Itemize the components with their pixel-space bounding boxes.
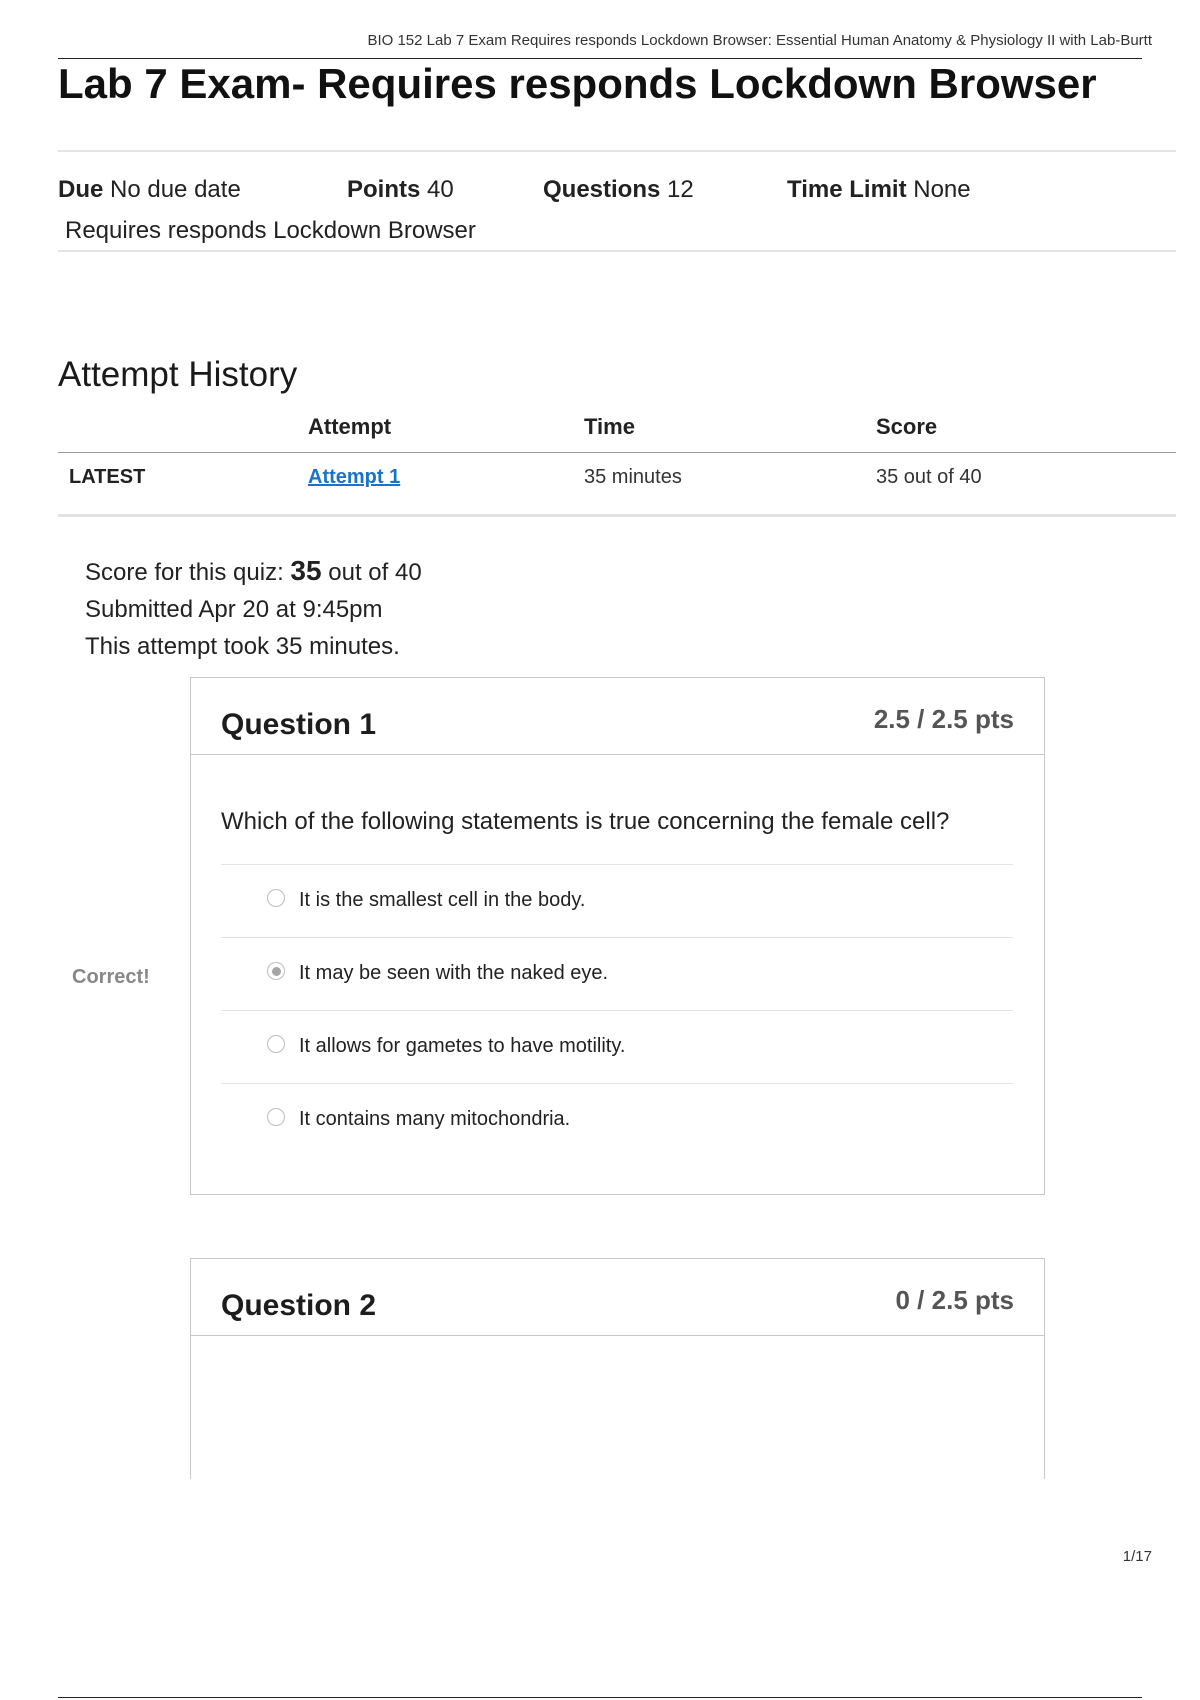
question-1-points: 2.5 / 2.5 pts xyxy=(873,704,1014,734)
column-header-attempt: Attempt xyxy=(308,414,392,439)
question-2-title: Question 2 xyxy=(221,1289,377,1322)
attempt-history-table xyxy=(58,408,1176,488)
quiz-summary xyxy=(85,552,422,665)
score-line xyxy=(85,552,422,591)
radio-button[interactable] xyxy=(267,1108,285,1126)
radio-button[interactable] xyxy=(267,1035,285,1053)
page-number: 1/17 xyxy=(1122,1548,1152,1565)
quiz-details xyxy=(58,176,1158,210)
latest-badge: LATEST xyxy=(69,466,146,488)
attempt-history-heading: Attempt History xyxy=(58,355,298,394)
score-value: 35 xyxy=(290,555,322,586)
answer-text: It is the smallest cell in the body. xyxy=(299,889,586,911)
answer-text: It contains many mitochondria. xyxy=(299,1108,571,1130)
column-header-time: Time xyxy=(584,414,635,439)
question-1-card xyxy=(190,677,1045,1195)
question-1-title: Question 1 xyxy=(221,708,377,741)
attempt-duration: This attempt took 35 minutes. xyxy=(85,633,400,660)
points-detail xyxy=(347,176,454,204)
column-header-score: Score xyxy=(876,414,938,439)
question-1-answers xyxy=(221,864,1013,1156)
table-row xyxy=(58,408,1176,518)
header-rule xyxy=(58,58,1142,59)
question-1-header xyxy=(191,678,1044,755)
time-limit-detail xyxy=(787,176,971,204)
points-value: 40 xyxy=(427,176,454,203)
attempt-time: 35 minutes xyxy=(584,466,682,488)
questions-detail xyxy=(543,176,694,204)
question-2-points: 0 / 2.5 pts xyxy=(895,1285,1014,1315)
points-label: Points xyxy=(347,176,421,203)
title-divider xyxy=(58,150,1176,152)
radio-button-selected[interactable] xyxy=(267,962,285,980)
question-2-card xyxy=(190,1258,1045,1479)
due-value: No due date xyxy=(110,176,241,203)
answer-option[interactable] xyxy=(221,1010,1013,1083)
answer-text: It may be seen with the naked eye. xyxy=(299,962,609,984)
answer-option[interactable] xyxy=(221,864,1013,937)
score-label: Score for this quiz: xyxy=(85,559,284,586)
time-limit-label: Time Limit xyxy=(787,176,907,203)
question-1-text: Which of the following statements is true concerning the female cell? xyxy=(221,808,950,835)
answer-text: It allows for gametes to have motility. xyxy=(299,1035,626,1057)
questions-value: 12 xyxy=(667,176,694,203)
questions-label: Questions xyxy=(543,176,661,203)
page-title: Lab 7 Exam- Requires responds Lockdown Browser xyxy=(58,60,1097,107)
table-bottom-rule xyxy=(58,514,1176,517)
answer-option[interactable] xyxy=(221,1083,1013,1156)
score-suffix: out of 40 xyxy=(328,559,422,586)
submitted-time: Submitted Apr 20 at 9:45pm xyxy=(85,596,383,623)
details-divider xyxy=(58,250,1176,252)
time-limit-value: None xyxy=(913,176,971,203)
attempt-1-link[interactable]: Attempt 1 xyxy=(308,466,401,488)
due-detail xyxy=(58,176,241,204)
attempt-score: 35 out of 40 xyxy=(876,466,982,488)
running-header: BIO 152 Lab 7 Exam Requires responds Lockdown Browser: Essential Human Anatomy & Physiology II with Lab-Burtt xyxy=(367,32,1152,49)
lockdown-note: Requires responds Lockdown Browser xyxy=(65,217,476,244)
question-2-header xyxy=(191,1259,1044,1336)
footer-rule xyxy=(58,1697,1142,1698)
correct-answer-marker: Correct! xyxy=(72,966,150,988)
due-label: Due xyxy=(58,176,104,203)
answer-option[interactable] xyxy=(221,937,1013,1010)
radio-button[interactable] xyxy=(267,889,285,907)
